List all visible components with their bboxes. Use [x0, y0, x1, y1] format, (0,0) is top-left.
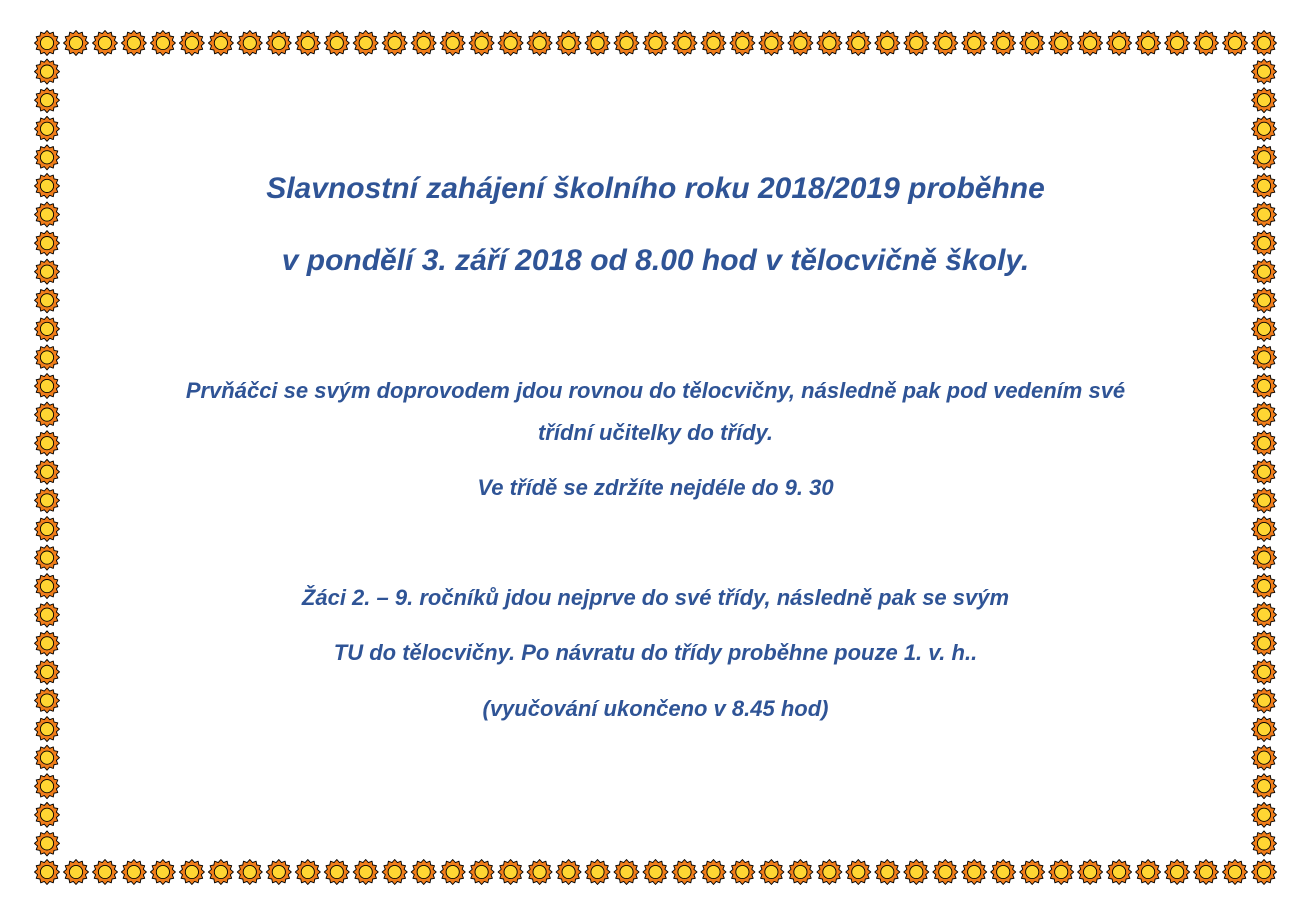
sun-icon: [1252, 431, 1277, 456]
sun-icon: [1252, 488, 1277, 513]
sun-icon: [35, 659, 60, 684]
sun-icon: [35, 374, 60, 399]
other-grades-line-1: Žáci 2. – 9. ročníků jdou nejprve do své třídy, následně pak se svým: [301, 585, 1010, 610]
sun-icon: [1252, 259, 1277, 284]
sun-icon: [35, 402, 60, 427]
announcement: [70, 0, 1241, 912]
sun-icon: [1252, 688, 1277, 713]
sun-icon: [35, 145, 60, 170]
sun-icon: [35, 745, 60, 770]
sun-icon: [1252, 374, 1277, 399]
sun-icon: [35, 116, 60, 141]
sun-icon: [35, 173, 60, 198]
sun-icon: [1252, 574, 1277, 599]
sun-icon: [35, 202, 60, 227]
sun-icon: [1252, 860, 1277, 885]
sun-icon: [1252, 802, 1277, 827]
sun-icon: [1252, 288, 1277, 313]
sun-icon: [35, 459, 60, 484]
sun-icon: [35, 517, 60, 542]
sun-icon: [1252, 88, 1277, 113]
sun-icon: [1252, 173, 1277, 198]
sun-icon: [1252, 31, 1277, 56]
sun-icon: [35, 774, 60, 799]
sun-icon: [1252, 745, 1277, 770]
sun-icon: [1252, 717, 1277, 742]
sun-icon: [1252, 631, 1277, 656]
sun-icon: [1252, 231, 1277, 256]
sun-icon: [1252, 345, 1277, 370]
first-graders-line-2: třídní učitelky do třídy.: [537, 420, 774, 445]
other-grades-line-2: TU do tělocvičny. Po návratu do třídy proběhne pouze 1. v. h..: [333, 640, 978, 665]
sun-icon: [1252, 145, 1277, 170]
heading-line-1: Slavnostní zahájení školního roku 2018/2019 proběhne: [266, 172, 1045, 205]
sun-icon: [35, 802, 60, 827]
sun-icon: [35, 717, 60, 742]
sun-icon: [35, 545, 60, 570]
sun-icon: [35, 88, 60, 113]
sun-icon: [1252, 116, 1277, 141]
sun-icon: [35, 59, 60, 84]
sun-icon: [1252, 545, 1277, 570]
sun-icon: [1252, 774, 1277, 799]
first-graders-line-3: Ve třídě se zdržíte nejdéle do 9. 30: [477, 475, 834, 500]
sun-icon: [1252, 402, 1277, 427]
sun-icon: [35, 345, 60, 370]
sun-icon: [35, 488, 60, 513]
sun-icon: [35, 316, 60, 341]
sun-icon: [35, 231, 60, 256]
sun-icon: [1252, 602, 1277, 627]
sun-icon: [1252, 517, 1277, 542]
sun-icon: [1252, 459, 1277, 484]
sun-icon: [1252, 316, 1277, 341]
heading-line-2: v pondělí 3. září 2018 od 8.00 hod v tělocvičně školy.: [281, 244, 1030, 277]
sun-icon: [35, 259, 60, 284]
sun-icon: [1252, 831, 1277, 856]
sun-icon: [35, 688, 60, 713]
sun-icon: [1252, 59, 1277, 84]
sun-icon: [35, 831, 60, 856]
sun-icon: [35, 860, 60, 885]
sun-icon: [35, 31, 60, 56]
sun-icon: [1252, 659, 1277, 684]
sun-icon: [35, 574, 60, 599]
sun-icon: [35, 602, 60, 627]
sun-icon: [35, 288, 60, 313]
sun-icon: [1252, 202, 1277, 227]
sun-icon: [35, 631, 60, 656]
first-graders-line-1: Prvňáčci se svým doprovodem jdou rovnou do tělocvičny, následně pak pod vedením své: [185, 378, 1126, 403]
sun-icon: [35, 431, 60, 456]
other-grades-line-3: (vyučování ukončeno v 8.45 hod): [482, 696, 829, 721]
